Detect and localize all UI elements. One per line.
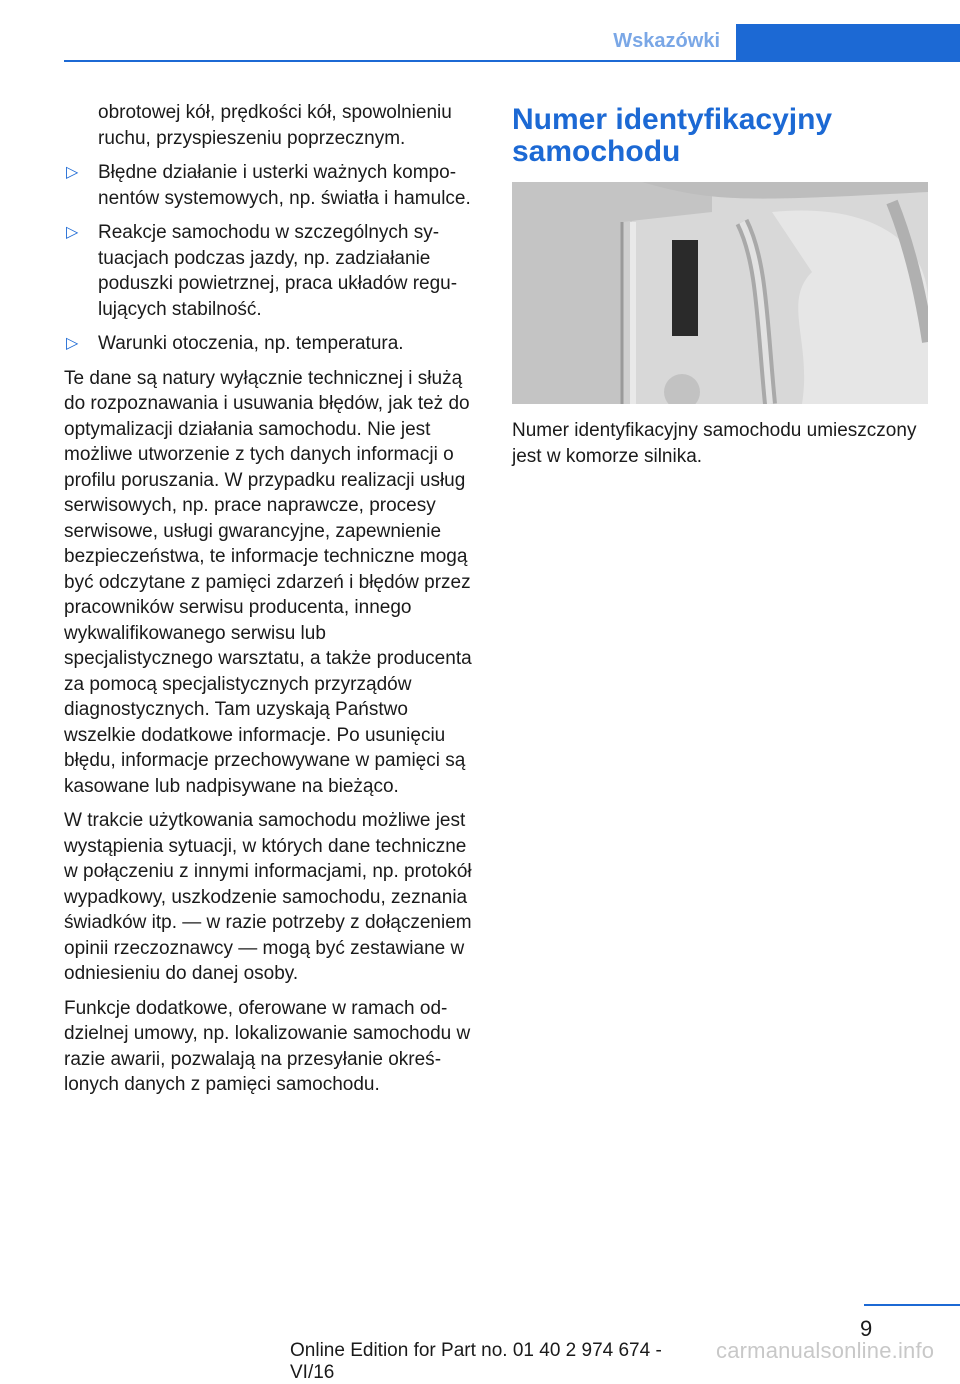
header-accent-block	[736, 24, 960, 60]
watermark: carmanualsonline.info	[716, 1338, 935, 1363]
photo-caption: Numer identyfikacyjny samochodu umieszczony jest w komorze silnika.	[512, 420, 917, 467]
running-header-section: Wskazówki	[613, 30, 720, 52]
left-column	[64, 100, 476, 1107]
footer-rule	[864, 1304, 960, 1306]
edition-note: Online Edition for Part no. 01 40 2 974 674 - VI/16	[290, 1340, 662, 1383]
list-item	[64, 220, 476, 322]
body-paragraph: Funkcje dodatkowe, oferowane w ramach oddzielnej umowy, np. lokalizowanie samochodu w razie awarii, pozwalają na przesyłanie określonych danych z pamięci samochodu.	[64, 997, 471, 1095]
list-item-text: Błędne działanie i usterki ważnych komponentów systemowych, np. światła i hamulce.	[98, 162, 471, 209]
list-item	[64, 331, 476, 357]
body-paragraph: Te dane są natury wyłącznie technicznej i służą do rozpoznawania i usuwania błędów, jak też do optymalizacji działania samochodu. Nie jest możliwe utworzenie z tych danych informacji o profilu poruszania. W przypadku realizacji usług serwisowych, np. prace naprawcze, procesy serwisowe, usługi gwarancyjne, zapewnienie bezpieczeństwa, te informacje techniczne mogą być odczytane z pamięci zdarzeń i błędów przez pracowników serwisu producenta, innego wykwalifikowanego serwisu lub specjalistycznego warsztatu, a także producenta za pomocą specjalistycznych przyrządów diagnostycznych. Tam uzyskają Państwo wszelkie dodatkowe informacje. Po usunięciu błędu, informacje przechowywane w pamięci są kasowane lub nadpisywane na bieżąco.	[64, 367, 472, 797]
body-paragraph: W trakcie użytkowania samochodu możliwe jest wystąpienia sytuacji, w których dane techniczne w połączeniu z innymi informacjami, np. protokół wypadkowy, uszkodzenie samochodu, zeznania świadków itp. — w razie potrzeby z dołączeniem opinii rzeczoznawcy — mogą być zestawiane w odniesieniu do danej osoby.	[64, 810, 472, 984]
engine-bay-illustration	[512, 182, 928, 404]
list-continuation: obrotowej kół, prędkości kół, spowolnieniu ruchu, przyspieszeniu poprzecznym.	[98, 102, 452, 149]
page-number: 9	[860, 1316, 873, 1341]
section-heading: Numer identyfikacyjny samochodu	[512, 103, 833, 168]
header-rule	[64, 60, 960, 62]
list-item	[64, 160, 476, 211]
triangle-bullet-icon: ▷	[66, 224, 79, 241]
triangle-bullet-icon: ▷	[66, 164, 79, 181]
engine-bay-photo	[512, 182, 928, 404]
right-column	[512, 104, 928, 469]
list-item-text: Warunki otoczenia, np. temperatura.	[98, 333, 404, 354]
list-item-text: Reakcje samochodu w szczególnych sytuacjach podczas jazdy, np. zadziałanie poduszki powietrznej, praca układów regulujących stabilność.	[98, 222, 458, 320]
triangle-bullet-icon: ▷	[66, 335, 79, 352]
